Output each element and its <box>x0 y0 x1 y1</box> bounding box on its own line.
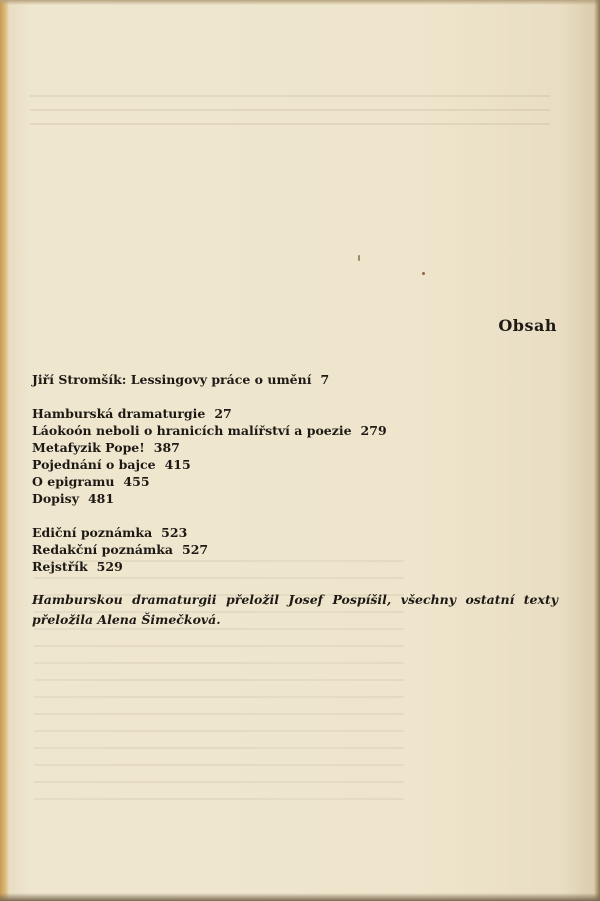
toc-entry-page: 523 <box>161 525 188 540</box>
paper-speck <box>358 255 360 261</box>
show-through-text-upper <box>30 95 550 135</box>
toc-entry <box>32 525 187 540</box>
toc-entry-page: 527 <box>182 542 209 557</box>
toc-entry <box>32 457 191 472</box>
toc-entry-page: 7 <box>320 372 330 387</box>
paper-speck <box>422 272 425 275</box>
page-spine-shadow <box>0 0 9 901</box>
toc-entry-title: Metafyzik Pope! <box>32 440 145 455</box>
toc-entry-title: Pojednání o bajce <box>32 457 156 472</box>
toc-entry-title: Redakční poznámka <box>32 542 173 557</box>
toc-entry-title: Hamburská dramaturgie <box>32 406 206 421</box>
toc-entry <box>32 542 208 557</box>
page-bottom-edge <box>0 893 600 901</box>
page-right-edge <box>594 0 600 901</box>
translator-note: Hamburskou dramaturgii přeložil Josef Pospíšil, všechny ostatní texty přeložila Alena Šimečková. <box>32 592 558 627</box>
toc-entry-page: 481 <box>87 491 115 506</box>
toc-entry <box>32 423 387 438</box>
toc-entry-title: Láokoón neboli o hranicích malířství a poezie <box>32 423 352 438</box>
toc-entry <box>32 559 123 574</box>
toc-entry <box>32 440 180 455</box>
toc-entry-title: Ediční poznámka <box>32 525 153 540</box>
toc-entry-page: 27 <box>214 406 232 421</box>
toc-entry-page: 455 <box>123 474 150 489</box>
toc-entry-title: Rejstřík <box>32 559 88 574</box>
toc-entry-page: 387 <box>153 440 180 455</box>
toc-entry-title: O epigramu <box>32 474 115 489</box>
toc-entry <box>32 491 114 506</box>
toc-entry <box>32 372 329 387</box>
toc-entry <box>32 474 150 489</box>
toc-entry-title: Dopisy <box>32 491 79 506</box>
toc-entry-page: 279 <box>360 423 387 438</box>
toc-entry-title: Jiří Stromšík: Lessingovy práce o umění <box>32 372 312 387</box>
toc-entry <box>32 406 232 421</box>
page-title: Obsah <box>498 316 557 335</box>
toc-entry-page: 415 <box>164 457 191 472</box>
page-top-edge <box>0 0 600 5</box>
toc-entry-page: 529 <box>96 559 123 574</box>
